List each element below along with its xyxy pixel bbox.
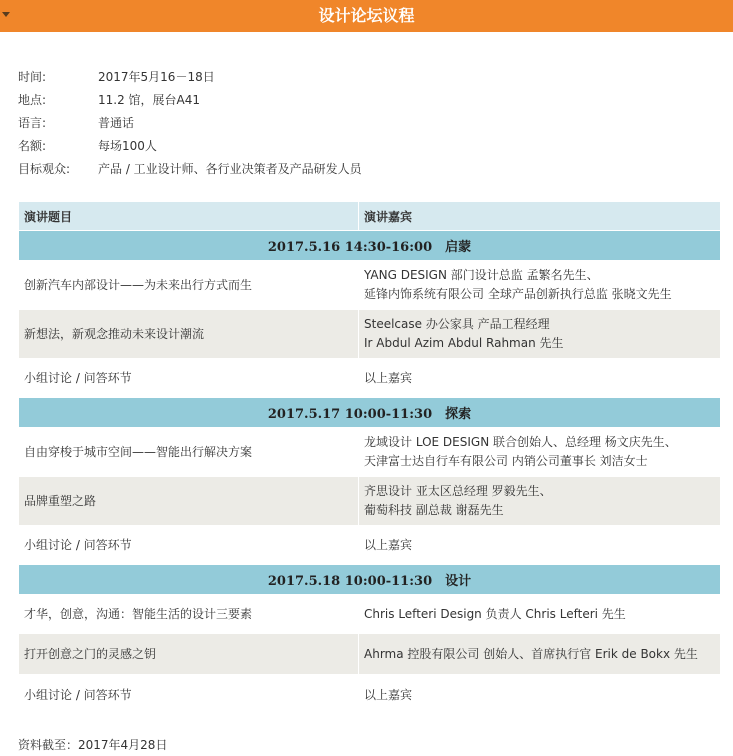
session-heading: 2017.5.17 10:00-11:30 探索: [19, 398, 721, 428]
speaker-line: YANG DESIGN 部门设计总监 孟繁名先生、: [364, 268, 599, 282]
talk-speakers: [359, 359, 721, 398]
table-row: [19, 675, 721, 716]
speaker-line: 以上嘉宾: [364, 687, 413, 702]
talk-topic: 品牌重塑之路: [19, 477, 359, 526]
talk-speakers: [359, 261, 721, 310]
info-label: 地点:: [18, 93, 47, 107]
info-label: 语言:: [18, 116, 47, 130]
info-row-time: [18, 66, 362, 89]
page-title: 设计论坛议程: [318, 6, 415, 25]
talk-speakers: [359, 675, 721, 716]
info-row-language: [18, 112, 362, 135]
table-row: [19, 526, 721, 565]
session-heading-row: [19, 398, 721, 428]
column-header-topic: 演讲题目: [19, 202, 359, 231]
table-row: [19, 310, 721, 359]
info-row-location: [18, 89, 362, 112]
talk-speakers: [359, 310, 721, 359]
speaker-line: 葡萄科技 副总裁 谢磊先生: [364, 503, 504, 517]
talk-speakers: [359, 477, 721, 526]
table-row: [19, 634, 721, 675]
info-value: 产品 / 工业设计师、各行业决策者及产品研发人员: [98, 162, 362, 176]
table-row: [19, 595, 721, 634]
page-header-bar: [0, 0, 733, 32]
speaker-line: Ir Abdul Azim Abdul Rahman 先生: [364, 336, 564, 350]
speaker-line: 龙域设计 LOE DESIGN 联合创始人、总经理 杨文庆先生、: [364, 435, 677, 449]
speaker-line: 天津富士达自行车有限公司 内销公司董事长 刘洁女士: [364, 454, 648, 468]
table-header-row: [19, 202, 721, 231]
table-row: [19, 477, 721, 526]
info-label: 目标观众:: [18, 162, 71, 176]
info-row-capacity: [18, 135, 362, 158]
speaker-line: 以上嘉宾: [364, 370, 413, 385]
table-row: [19, 359, 721, 398]
speaker-line: 延锋内饰系统有限公司 全球产品创新执行总监 张晓文先生: [364, 287, 672, 301]
talk-topic: 打开创意之门的灵感之钥: [19, 634, 359, 675]
speaker-line: 以上嘉宾: [364, 537, 413, 552]
table-row: [19, 428, 721, 477]
talk-topic: 小组讨论 / 问答环节: [19, 526, 359, 565]
data-as-of-note: 资料截至：2017年4月28日: [18, 738, 168, 752]
session-heading-row: [19, 565, 721, 595]
speaker-line: Chris Lefteri Design 负责人 Chris Lefteri 先生: [364, 606, 626, 621]
talk-topic: 才华，创意，沟通：智能生活的设计三要素: [19, 595, 359, 634]
schedule-table: [18, 201, 721, 716]
speaker-line: 齐思设计 亚太区总经理 罗毅先生、: [364, 484, 552, 498]
session-heading: 2017.5.18 10:00-11:30 设计: [19, 565, 721, 595]
info-value: 2017年5月16－18日: [98, 70, 215, 84]
info-value: 每场100人: [98, 139, 157, 153]
talk-topic: 创新汽车内部设计——为未来出行方式而生: [19, 261, 359, 310]
table-row: [19, 261, 721, 310]
info-row-audience: [18, 158, 362, 181]
session-heading: 2017.5.16 14:30-16:00 启蒙: [19, 231, 721, 261]
info-label: 名额:: [18, 139, 47, 153]
talk-speakers: [359, 526, 721, 565]
talk-topic: 新想法，新观念推动未来设计潮流: [19, 310, 359, 359]
talk-topic: 自由穿梭于城市空间——智能出行解决方案: [19, 428, 359, 477]
event-info: [18, 66, 362, 181]
info-value: 11.2 馆，展台A41: [98, 93, 201, 107]
session-heading-row: [19, 231, 721, 261]
info-label: 时间:: [18, 70, 47, 84]
speaker-line: Steelcase 办公家具 产品工程经理: [364, 317, 550, 331]
talk-speakers: [359, 428, 721, 477]
column-header-speakers: 演讲嘉宾: [359, 202, 721, 231]
speaker-line: Ahrma 控股有限公司 创始人、首席执行官 Erik de Bokx 先生: [364, 646, 698, 661]
collapse-arrow-icon[interactable]: [2, 12, 10, 17]
info-value: 普通话: [98, 116, 135, 130]
talk-speakers: [359, 634, 721, 675]
talk-topic: 小组讨论 / 问答环节: [19, 675, 359, 716]
talk-topic: 小组讨论 / 问答环节: [19, 359, 359, 398]
talk-speakers: [359, 595, 721, 634]
